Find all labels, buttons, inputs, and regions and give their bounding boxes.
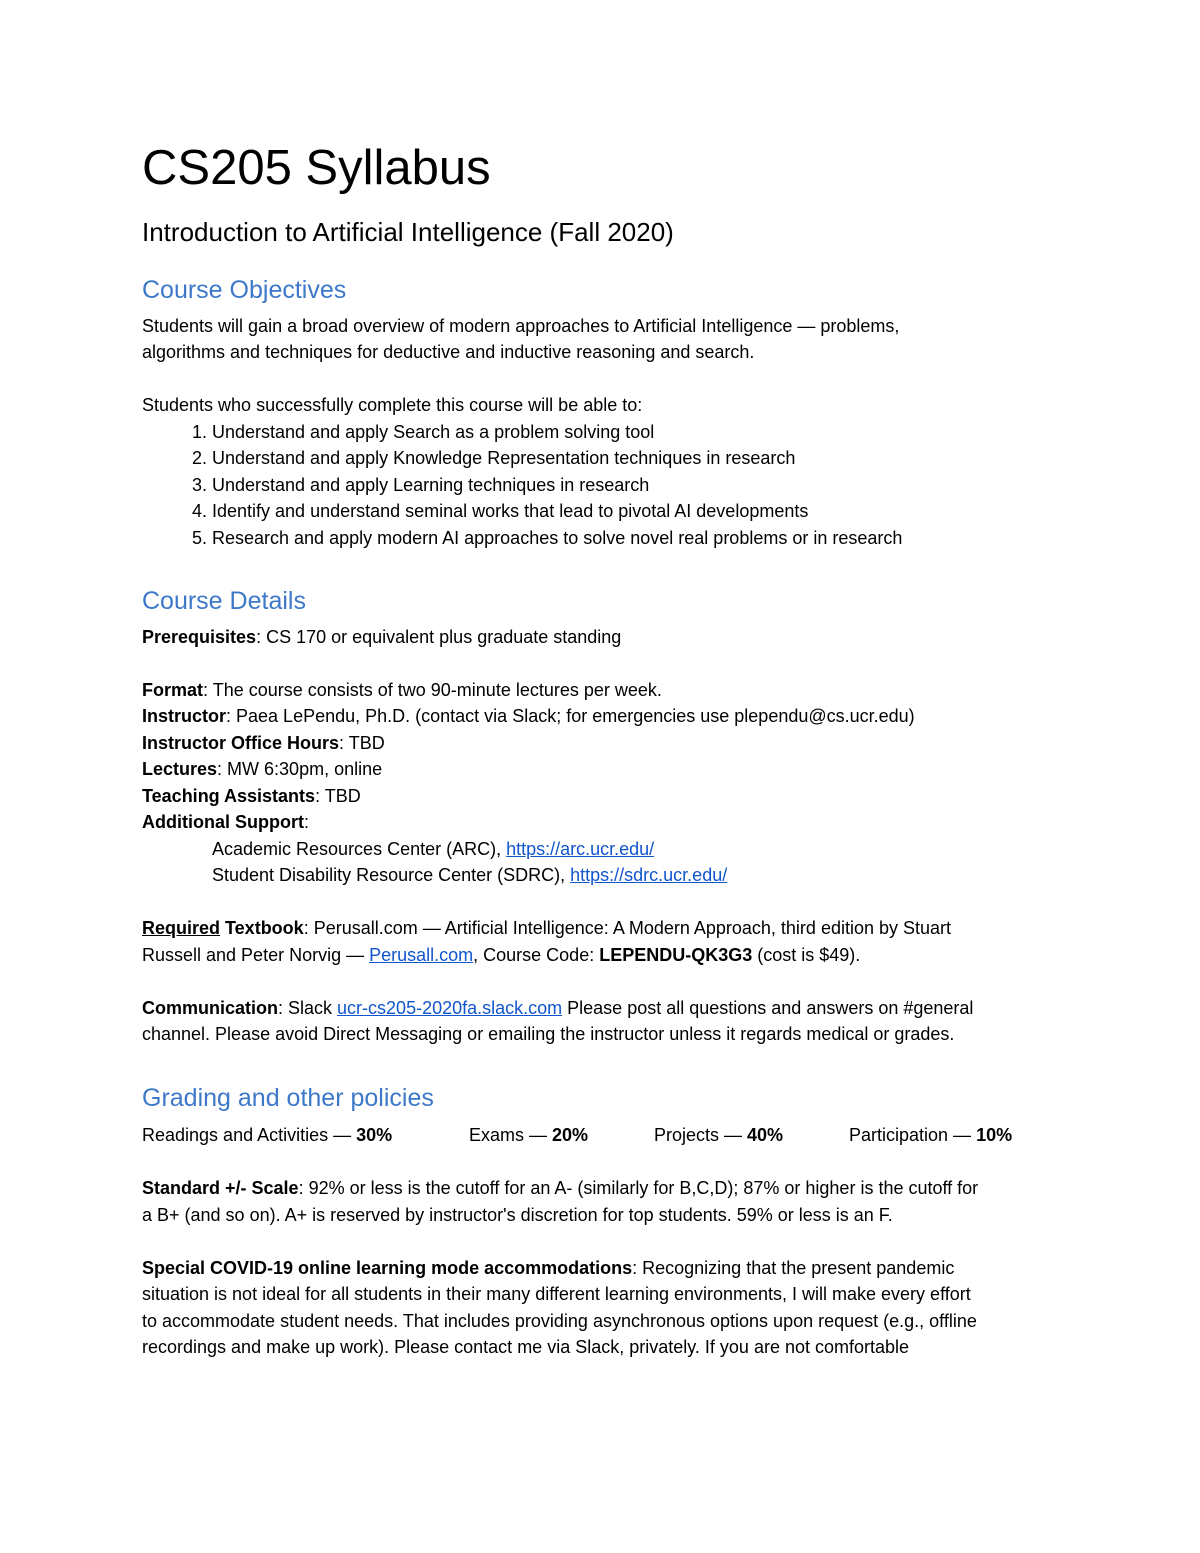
communication-line2: channel. Please avoid Direct Messaging or emailing the instructor unless it regards medical or grades.: [142, 1024, 955, 1045]
textbook-value-line2: Russell and Peter Norvig —: [142, 944, 370, 965]
heading-grading: Grading and other policies: [142, 1083, 434, 1112]
document-page: [142, 140, 1072, 1361]
perusall-link[interactable]: Perusall.com: [369, 944, 474, 965]
list-item: 4. Identify and understand seminal works that lead to pivotal AI developments: [212, 498, 1072, 525]
section-grading: [142, 1082, 1072, 1361]
communication-rest-line1: Please post all questions and answers on #general: [562, 997, 974, 1018]
list-item: 5. Research and apply modern AI approaches to solve novel real problems or in research: [212, 525, 1072, 552]
grade-value: 10%: [976, 1125, 1013, 1146]
grade-value: 40%: [747, 1125, 784, 1146]
section-course-objectives: [142, 274, 1072, 551]
grade-label: Readings and Activities —: [142, 1125, 357, 1146]
textbook-cost: (cost is $49).: [752, 944, 861, 965]
textbook-label: [142, 918, 304, 938]
section-course-details: [142, 585, 1072, 1048]
heading-course-details: Course Details: [142, 587, 306, 616]
teaching-assistants-line: [142, 783, 1072, 810]
scale-label: Standard +/- Scale: [142, 1178, 299, 1199]
covid-line2: situation is not ideal for all students in their many different learning environments, I will make every effort: [142, 1284, 971, 1305]
format-value: : The course consists of two 90-minute lectures per week.: [203, 679, 662, 700]
instructor-label: Instructor: [142, 706, 227, 727]
sdrc-link[interactable]: https://sdrc.ucr.edu/: [570, 865, 728, 886]
document-subtitle: Introduction to Artificial Intelligence (Fall 2020): [142, 217, 674, 248]
prerequisites-value: : CS 170 or equivalent plus graduate standing: [256, 626, 622, 647]
covid-value-line1: : Recognizing that the present pandemic: [632, 1257, 955, 1278]
grade-label: Exams —: [469, 1125, 553, 1146]
sdrc-text: Student Disability Resource Center (SDRC),: [212, 865, 571, 886]
teaching-assistants-label: Teaching Assistants: [142, 785, 316, 806]
covid-label: Special COVID-19 online learning mode accommodations: [142, 1257, 633, 1278]
grade-item-readings: [142, 1122, 469, 1149]
office-hours-value: : TBD: [339, 732, 385, 753]
scale-line1: [142, 1175, 1072, 1202]
prerequisites-line: [142, 624, 1072, 651]
textbook-label-rest: Textbook: [220, 918, 304, 939]
document-title: CS205 Syllabus: [142, 141, 491, 195]
scale-value-line1: : 92% or less is the cutoff for an A- (similarly for B,C,D); 87% or higher is the cutoff for: [298, 1178, 979, 1199]
prerequisites-label: Prerequisites: [142, 626, 257, 647]
grade-label: Participation —: [849, 1125, 977, 1146]
textbook-code-prefix: , Course Code:: [473, 944, 600, 965]
grade-item-projects: [654, 1122, 849, 1149]
communication-prefix: : Slack: [278, 997, 338, 1018]
covid-line4: recordings and make up work). Please contact me via Slack, privately. If you are not comfortable: [142, 1337, 910, 1358]
teaching-assistants-value: : TBD: [315, 785, 361, 806]
lectures-line: [142, 756, 1072, 783]
slack-link[interactable]: ucr-cs205-2020fa.slack.com: [337, 997, 563, 1018]
textbook-label-required: Required: [142, 918, 221, 939]
sdrc-line: [142, 862, 1072, 889]
communication-line1: [142, 995, 1072, 1022]
list-item: 2. Understand and apply Knowledge Representation techniques in research: [212, 445, 1072, 472]
office-hours-line: [142, 730, 1072, 757]
objectives-overview-line2: algorithms and techniques for deductive and inductive reasoning and search.: [142, 342, 755, 363]
objectives-intro: Students who successfully complete this course will be able to:: [142, 395, 643, 416]
format-label: Format: [142, 679, 204, 700]
textbook-course-code: LEPENDU-QK3G3: [599, 944, 753, 965]
textbook-line2: [142, 942, 1072, 969]
office-hours-label: Instructor Office Hours: [142, 732, 340, 753]
grade-item-exams: [469, 1122, 654, 1149]
communication-label: Communication: [142, 997, 279, 1018]
covid-line3: to accommodate student needs. That includes providing asynchronous options upon request (e.g., offline: [142, 1310, 977, 1331]
arc-line: [142, 836, 1072, 863]
heading-course-objectives: Course Objectives: [142, 276, 347, 305]
instructor-line: [142, 703, 1072, 730]
textbook-line1: [142, 915, 1072, 942]
additional-support-label: Additional Support: [142, 812, 304, 833]
instructor-value: : Paea LePendu, Ph.D. (contact via Slack; for emergencies use plependu@cs.ucr.edu): [226, 706, 915, 727]
grade-label: Projects —: [654, 1125, 748, 1146]
lectures-label: Lectures: [142, 759, 218, 780]
grade-breakdown: [142, 1122, 1072, 1149]
arc-link[interactable]: https://arc.ucr.edu/: [506, 838, 655, 859]
objectives-overview-line1: Students will gain a broad overview of modern approaches to Artificial Intelligence — problems,: [142, 315, 900, 336]
format-line: [142, 677, 1072, 704]
grade-item-participation: [849, 1122, 1012, 1149]
list-item: 1. Understand and apply Search as a problem solving tool: [212, 419, 1072, 446]
covid-line1: [142, 1255, 1072, 1282]
grade-value: 20%: [552, 1125, 589, 1146]
list-item: 3. Understand and apply Learning techniques in research: [212, 472, 1072, 499]
additional-support-line: [142, 809, 1072, 836]
lectures-value: : MW 6:30pm, online: [217, 759, 383, 780]
grade-value: 30%: [356, 1125, 393, 1146]
textbook-value-line1: : Perusall.com — Artificial Intelligence: A Modern Approach, third edition by Stuart: [303, 918, 952, 939]
objectives-list: [142, 419, 1072, 552]
arc-text: Academic Resources Center (ARC),: [212, 838, 507, 859]
additional-support-colon: :: [303, 812, 309, 833]
scale-line2: a B+ (and so on). A+ is reserved by instructor's discretion for top students. 59% or less is an F.: [142, 1204, 893, 1225]
